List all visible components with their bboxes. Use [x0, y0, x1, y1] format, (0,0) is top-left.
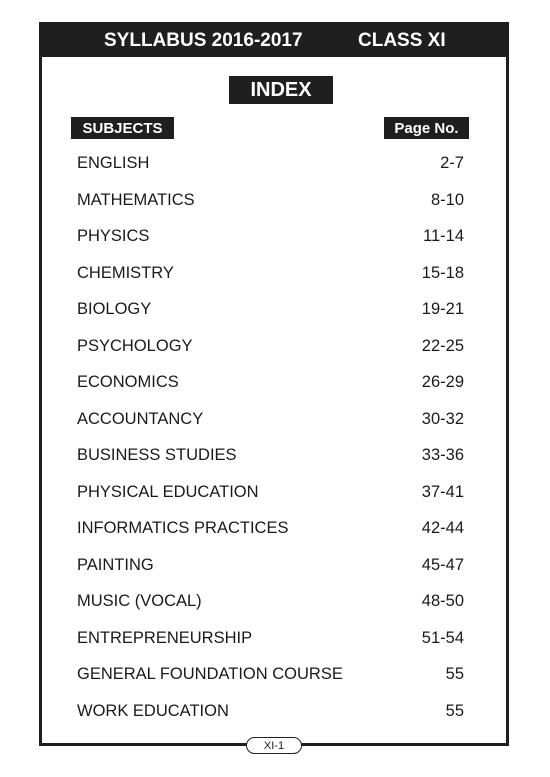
index-row [42, 148, 506, 185]
page-range: 8-10 [430, 190, 464, 209]
page-range: 11-14 [423, 227, 464, 245]
index-row [42, 258, 506, 295]
index-row [42, 513, 506, 550]
subject-name: ENGLISH [77, 154, 150, 172]
page-range: 48-50 [421, 592, 464, 610]
header-bar [42, 25, 506, 57]
subject-name: BUSINESS STUDIES [77, 446, 237, 464]
page-range: 19-21 [421, 300, 464, 318]
subject-name: PHYSICAL EDUCATION [77, 482, 259, 501]
index-row [42, 221, 506, 258]
page-range: 26-29 [421, 373, 464, 391]
subjects-column-header: SUBJECTS [71, 117, 174, 139]
page-range: 22-25 [421, 336, 464, 355]
index-row [42, 440, 506, 477]
index-row [42, 331, 506, 368]
index-row [42, 586, 506, 623]
page-range: 33-36 [421, 446, 464, 464]
page-frame [39, 22, 509, 746]
page-range: 15-18 [421, 263, 464, 282]
index-title: INDEX [229, 76, 333, 104]
subject-name: PSYCHOLOGY [77, 336, 193, 355]
index-row [42, 294, 506, 331]
subject-name: PAINTING [77, 555, 154, 574]
index-list [42, 148, 506, 732]
index-row [42, 367, 506, 404]
index-row [42, 477, 506, 514]
index-row [42, 623, 506, 660]
index-row [42, 659, 506, 696]
subject-name: ENTREPRENEURSHIP [77, 628, 253, 647]
page-range: 55 [445, 665, 464, 683]
subject-name: WORK EDUCATION [77, 701, 229, 720]
subject-name: ACCOUNTANCY [77, 409, 204, 428]
subject-name: CHEMISTRY [77, 263, 174, 282]
class-label: CLASS XI [358, 30, 446, 51]
subject-name: GENERAL FOUNDATION COURSE [77, 665, 343, 683]
page-range: 45-47 [421, 555, 464, 574]
index-row [42, 404, 506, 441]
index-row [42, 185, 506, 222]
subject-name: ECONOMICS [77, 373, 179, 391]
page-range: 42-44 [421, 519, 464, 537]
page-range: 51-54 [421, 628, 464, 647]
page-number-column-header: Page No. [384, 117, 469, 139]
subject-name: PHYSICS [77, 227, 150, 245]
page-range: 30-32 [421, 409, 464, 428]
subject-name: MUSIC (VOCAL) [77, 592, 202, 610]
page-number-badge: XI-1 [246, 737, 302, 754]
page-range: 37-41 [421, 482, 464, 501]
page-range: 55 [445, 701, 464, 720]
subject-name: MATHEMATICS [77, 190, 195, 209]
index-row [42, 550, 506, 587]
subject-name: BIOLOGY [77, 300, 152, 318]
syllabus-title: SYLLABUS 2016-2017 [104, 30, 303, 51]
subject-name: INFORMATICS PRACTICES [77, 519, 289, 537]
index-row [42, 696, 506, 733]
page-range: 2-7 [440, 154, 464, 172]
